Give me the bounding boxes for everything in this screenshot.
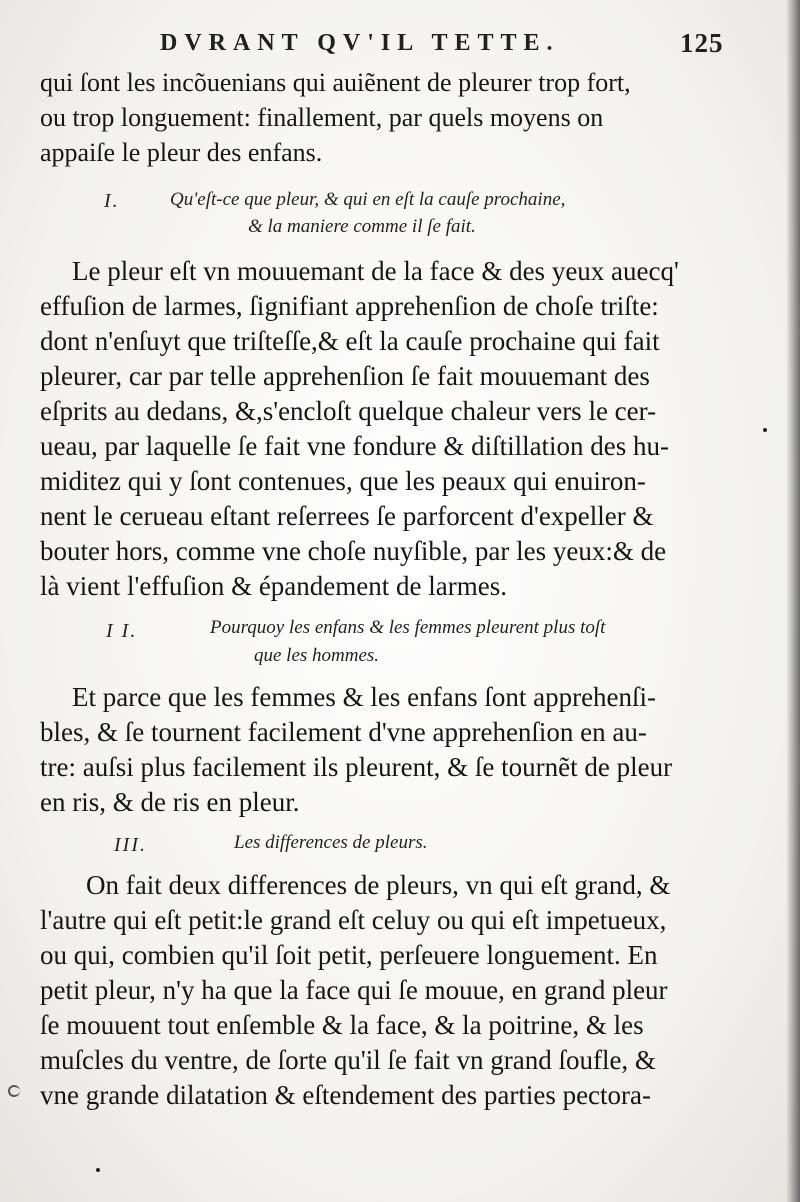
section-heading: Qu'eſt-ce que pleur, & qui en eſt la cauſe prochaine, [170,189,566,210]
section-heading: & la maniere comme il ſe fait. [248,216,476,237]
paragraph-line: effuſion de larmes, ſignifiant apprehenſion de choſe triſte: [40,291,659,321]
paragraph-line: muſcles du ventre, de ſorte qu'il ſe fait vn grand ſoufle, & [40,1045,656,1075]
paragraph-line: Et parce que les femmes & les enfans ſont apprehenſi- [72,682,657,712]
paragraph-line: tre: auſsi plus facilement ils pleurent, & ſe tournẽt de pleur [40,752,673,782]
section-numeral: I I. [106,620,138,642]
paragraph-line: ueau, par laquelle ſe fait vne fondure & diſtillation des hu- [40,431,670,461]
section-heading: Les differences de pleurs. [234,832,428,853]
paragraph-line: vne grande dilatation & eſtendement des parties pectora- [40,1080,652,1110]
paragraph-line: bles, & ſe tournent facilement d'vne apprehenſion en au- [40,717,647,747]
section-numeral: I. [104,190,120,212]
paragraph-line: eſprits au dedans, &,s'encloſt quelque chaleur vers le cer- [40,396,657,426]
scan-speck [763,428,767,432]
paragraph-line: dont n'enſuyt que triſteſſe,& eſt la cauſe prochaine qui fait [40,326,660,356]
page-shadow-edge [786,0,800,1202]
paragraph-line: ou qui, combien qu'il ſoit petit, perſeuere longuement. En [40,940,658,970]
intro-line: qui ſont les incõuenians qui auiẽnent de pleurer trop fort, [40,68,631,97]
section-numeral: III. [114,834,147,856]
intro-line: appaiſe le pleur des enfans. [40,138,323,167]
paragraph-line: pleurer, car par telle apprehenſion ſe fait mouuemant des [40,361,650,391]
paragraph-line: bouter hors, comme vne choſe nuyſible, par les yeux:& de [40,536,667,566]
paragraph-line: nent le cerueau eſtant reſerrees ſe parforcent d'expeller & [40,501,654,531]
scan-mark [8,1085,20,1097]
section-heading: que les hommes. [254,645,380,666]
paragraph-line: en ris, & de ris en pleur. [40,787,300,817]
running-head: DVRANT QV'IL TETTE. [160,30,560,56]
paragraph-line: Le pleur eſt vn mouuemant de la face & des yeux auecq' [72,256,679,286]
section-heading: Pourquoy les enfans & les femmes pleurent plus toſt [210,617,606,638]
paragraph-line: petit pleur, n'y ha que la face qui ſe mouue, en grand pleur [40,975,668,1005]
paragraph-line: miditez qui y ſont contenues, que les peaux qui enuiron- [40,466,646,496]
paragraph-line: l'autre qui eſt petit:le grand eſt celuy ou qui eſt impetueux, [40,905,667,935]
scan-speck [96,1168,100,1172]
page-number: 125 [680,28,724,58]
intro-line: ou trop longuement: finallement, par quels moyens on [40,103,604,132]
paragraph-line: On fait deux differences de pleurs, vn qui eſt grand, & [86,870,671,900]
paragraph-line: ſe mouuent tout enſemble & la face, & la poitrine, & les [40,1010,644,1040]
paragraph-line: là vient l'effuſion & épandement de larmes. [40,571,507,601]
